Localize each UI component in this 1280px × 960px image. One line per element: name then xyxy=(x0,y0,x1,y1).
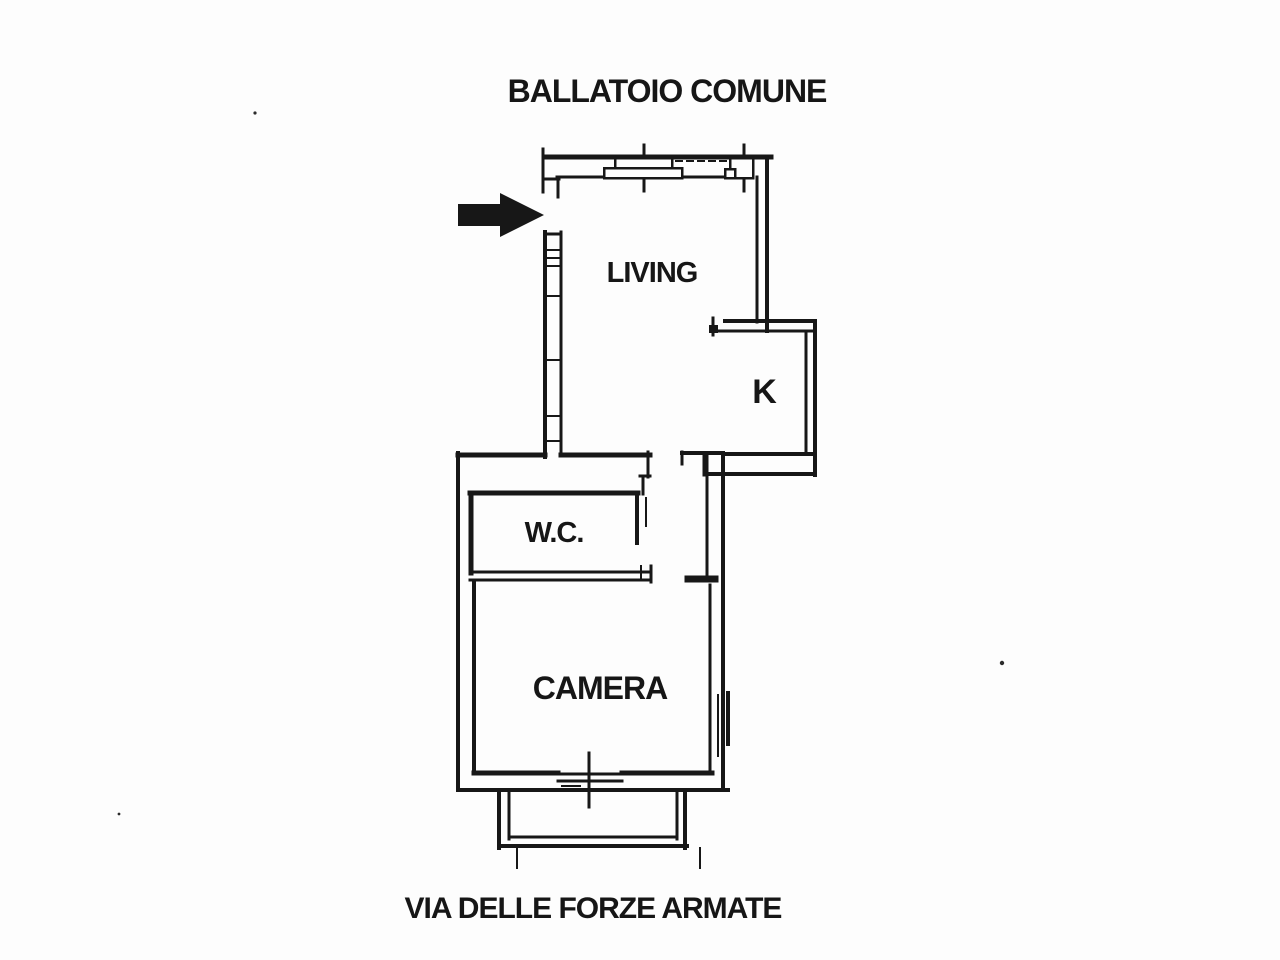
scan-speck-1 xyxy=(253,111,256,114)
top-window-sill-wide xyxy=(604,168,682,178)
label-wc: W.C. xyxy=(524,517,584,549)
label-living: LIVING xyxy=(606,257,698,289)
top-window2-step xyxy=(725,169,735,178)
label-via-delle-forze-armate: VIA DELLE FORZE ARMATE xyxy=(404,892,782,925)
scan-speck-3 xyxy=(118,813,121,816)
label-ballatoio-comune: BALLATOIO COMUNE xyxy=(507,73,827,109)
label-kitchen-k: K xyxy=(752,373,776,411)
label-camera: CAMERA xyxy=(532,670,668,706)
kitchen-wall-endcap-blob xyxy=(709,325,718,333)
scan-speck-2 xyxy=(1000,661,1004,665)
